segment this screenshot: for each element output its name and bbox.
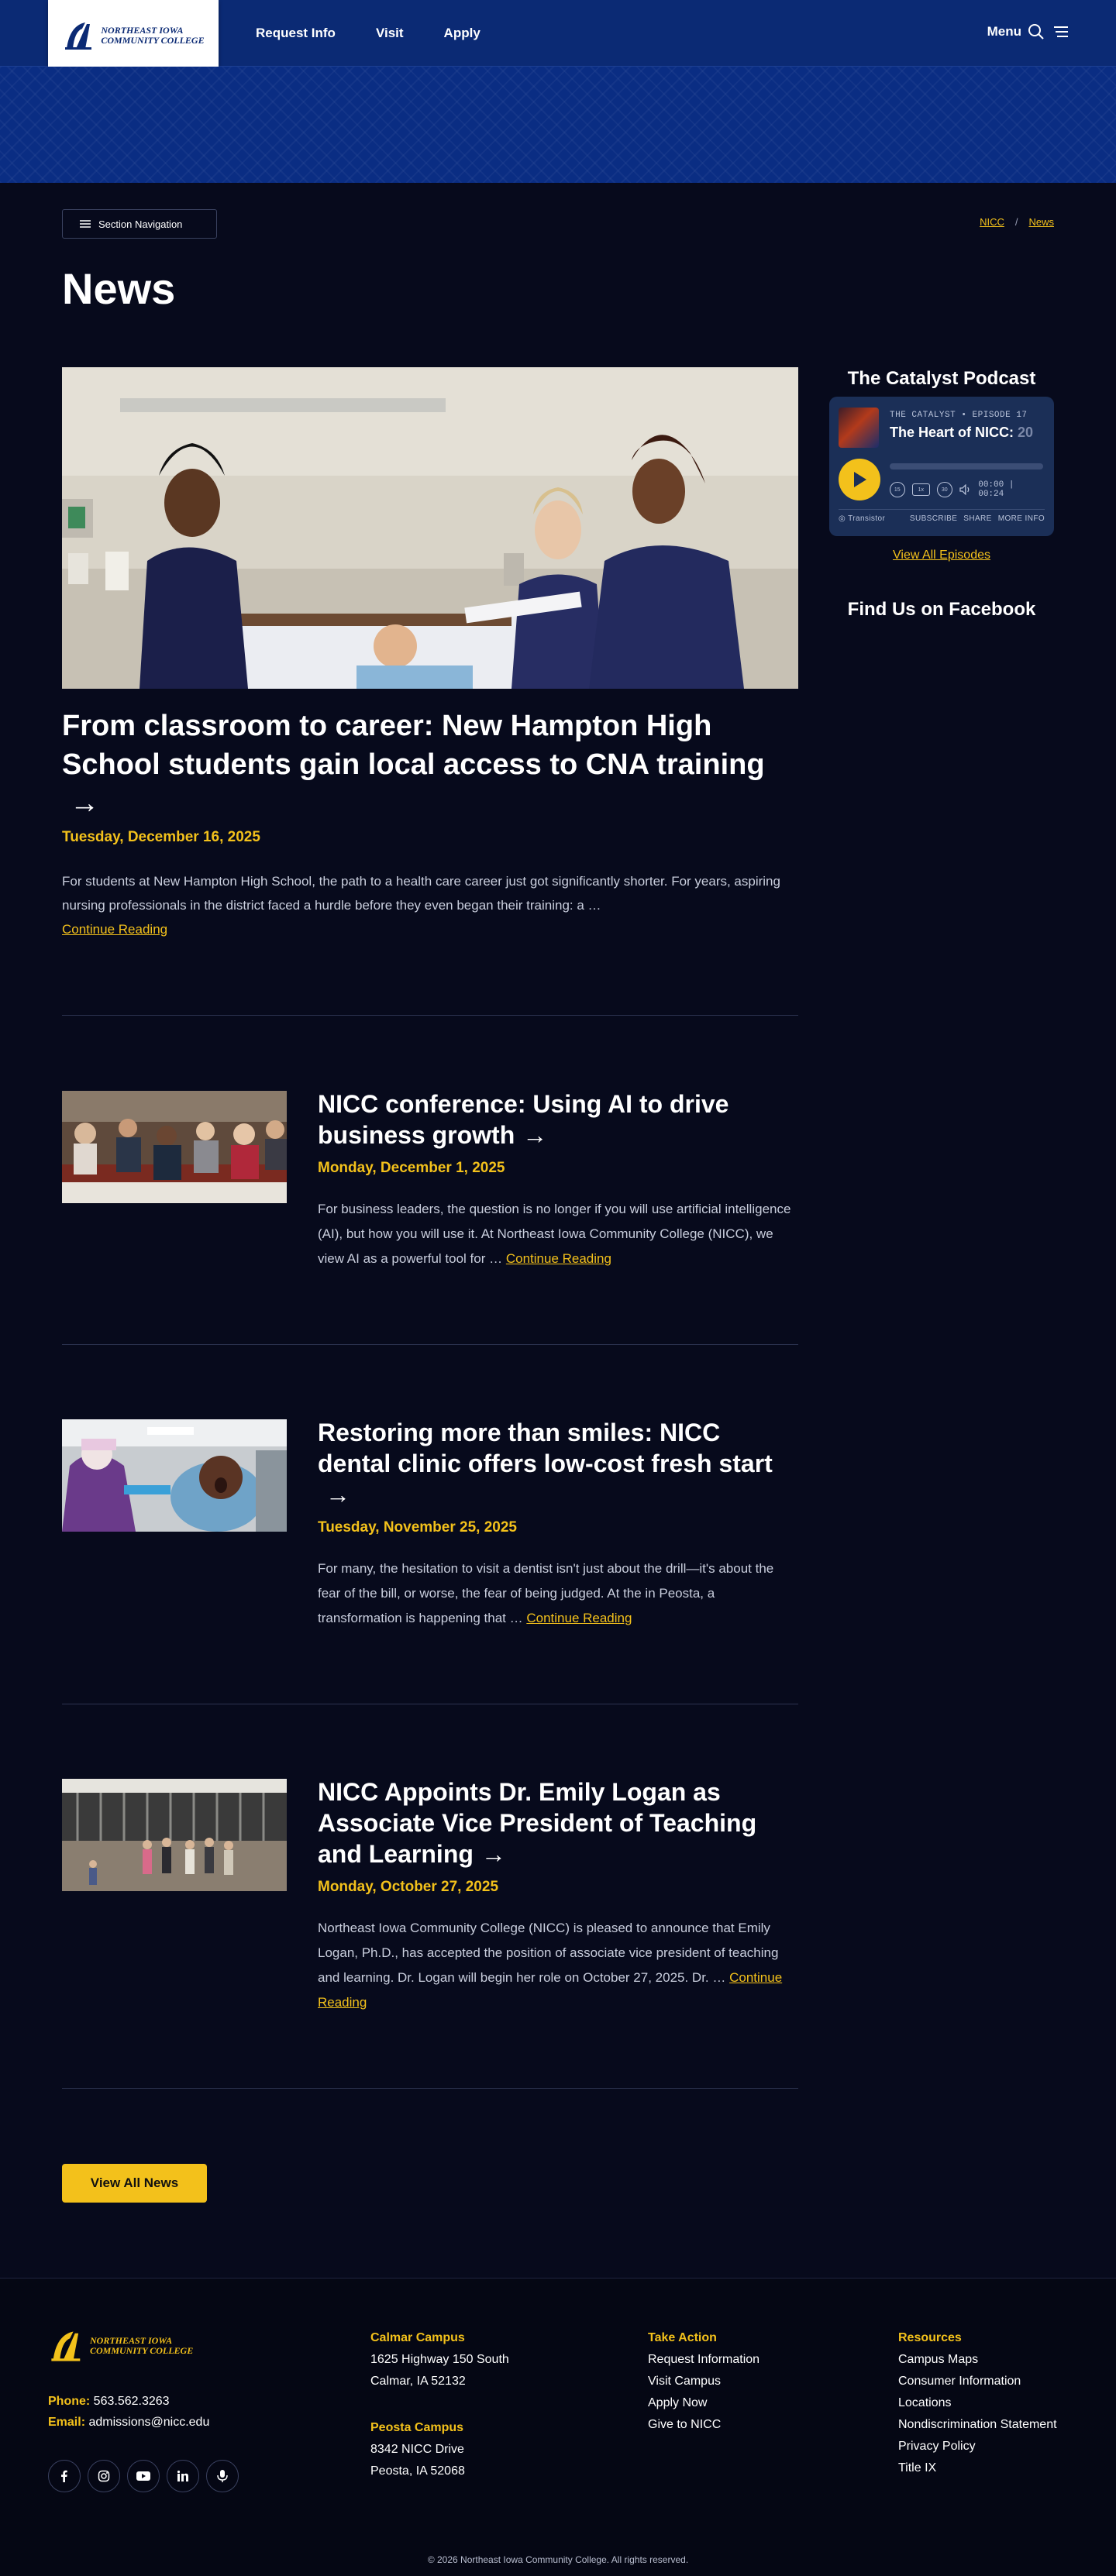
continue-reading-link[interactable]: Continue Reading <box>526 1611 632 1625</box>
calmar-address-line1: 1625 Highway 150 South <box>370 2353 509 2366</box>
podcast-episode-title-overflow: 20 <box>1018 425 1034 440</box>
article-date: Monday, October 27, 2025 <box>318 1879 499 1895</box>
featured-article-image[interactable] <box>62 367 798 689</box>
podcast-divider <box>839 509 1045 510</box>
peosta-address-line1: 8342 NICC Drive <box>370 2443 464 2456</box>
email-link[interactable]: admissions@nicc.edu <box>88 2416 210 2429</box>
nav-apply[interactable]: Apply <box>443 26 480 40</box>
skip-forward-icon[interactable]: 30 <box>937 482 952 497</box>
footer-peosta-campus <box>370 2417 465 2482</box>
podcast-subscribe-link[interactable]: SUBSCRIBE <box>909 514 958 523</box>
article-title-text: NICC conference: Using AI to drive business growth <box>318 1090 729 1149</box>
peosta-campus-heading: Peosta Campus <box>370 2421 464 2434</box>
article-title[interactable] <box>318 1089 798 1150</box>
menu-button[interactable] <box>987 23 1068 40</box>
nicc-logo-mark <box>48 2327 87 2365</box>
continue-reading-link[interactable]: Continue Reading <box>62 922 168 937</box>
article-title-text: NICC Appoints Dr. Emily Logan as Associate Vice President of Teaching and Learning <box>318 1778 757 1868</box>
article-excerpt-text: For business leaders, the question is no longer if you will use artificial intelligence (AI), but how you will use it. At Northeast Iowa Community College (NICC), we view AI as a powerful tool for … <box>318 1202 791 1266</box>
article-excerpt-text: Northeast Iowa Community College (NICC) is pleased to announce that Emily Logan, Ph.D., has accepted the position of associate vice president of teaching and learning. Dr. Logan will begin her role on October 27, 2025. Dr. … <box>318 1921 779 1985</box>
article-image[interactable] <box>62 1419 287 1532</box>
article-image[interactable] <box>62 1091 287 1203</box>
footer-link-nondiscrimination[interactable]: Nondiscrimination Statement <box>898 2418 1057 2431</box>
breadcrumb-nicc[interactable]: NICC <box>980 216 1004 228</box>
play-button[interactable] <box>839 459 880 500</box>
logo-line2: COMMUNITY COLLEGE <box>101 35 205 46</box>
list-icon <box>80 219 91 229</box>
featured-article-title[interactable] <box>62 707 798 823</box>
podcast-more-info-link[interactable]: MORE INFO <box>997 514 1045 523</box>
college-logo[interactable] <box>48 0 219 71</box>
article-title-text: Restoring more than smiles: NICC dental clinic offers low-cost fresh start <box>318 1419 773 1477</box>
footer-link-campus-maps[interactable]: Campus Maps <box>898 2353 979 2366</box>
article-date: Monday, December 1, 2025 <box>318 1160 505 1176</box>
podcast-controls <box>890 480 1043 499</box>
transistor-logo[interactable]: ◎ Transistor <box>839 514 886 523</box>
arrow-right-icon: → <box>522 1121 548 1149</box>
nicc-logo-mark <box>62 18 98 53</box>
dental-clinic-photo <box>62 1419 287 1532</box>
article-excerpt <box>318 1916 798 2015</box>
arrow-right-icon: → <box>480 1840 506 1868</box>
page-title: News <box>62 264 176 313</box>
logo-text <box>101 26 204 46</box>
copyright-text: © 2026 Northeast Iowa Community College. All rights reserved. <box>427 2554 689 2565</box>
podcast-episode-meta: THE CATALYST • EPISODE 17 <box>890 411 1028 420</box>
article-divider <box>62 1344 798 1345</box>
podcast-footer <box>839 514 1045 523</box>
calmar-address-line2: Calmar, IA 52132 <box>370 2375 466 2388</box>
continue-reading-link[interactable]: Continue Reading <box>505 1251 611 1266</box>
podcast-share-link[interactable]: SHARE <box>963 514 992 523</box>
menu-label: Menu <box>987 24 1021 39</box>
calmar-campus-heading: Calmar Campus <box>370 2331 465 2344</box>
article-image[interactable] <box>62 1779 287 1891</box>
email-label: Email: <box>48 2416 86 2429</box>
footer-link-request-information[interactable]: Request Information <box>648 2353 760 2366</box>
take-action-heading: Take Action <box>648 2331 717 2344</box>
youtube-icon[interactable] <box>127 2460 160 2492</box>
instagram-icon[interactable] <box>88 2460 120 2492</box>
footer-logo-line2: COMMUNITY COLLEGE <box>90 2345 194 2356</box>
ai-conference-photo <box>62 1091 287 1203</box>
footer-link-apply-now[interactable]: Apply Now <box>648 2396 708 2409</box>
playback-speed-button[interactable]: 1x <box>912 483 930 496</box>
linkedin-icon[interactable] <box>167 2460 199 2492</box>
transistor-brand: Transistor <box>848 514 886 523</box>
section-navigation-label: Section Navigation <box>98 218 183 230</box>
footer-link-consumer-information[interactable]: Consumer Information <box>898 2375 1021 2388</box>
featured-article-date: Tuesday, December 16, 2025 <box>62 829 260 845</box>
hamburger-icon <box>1051 26 1068 38</box>
footer-logo-text <box>90 2336 193 2356</box>
podcast-artwork <box>839 408 879 448</box>
view-all-news-button[interactable]: View All News <box>62 2164 207 2203</box>
top-nav <box>256 26 480 41</box>
footer-link-privacy-policy[interactable]: Privacy Policy <box>898 2440 976 2453</box>
nav-request-info[interactable]: Request Info <box>256 26 336 40</box>
podcast-icon[interactable] <box>206 2460 239 2492</box>
podcast-player <box>829 397 1054 536</box>
facebook-section-title: Find Us on Facebook <box>847 599 1036 620</box>
article-title[interactable] <box>318 1417 798 1510</box>
view-all-episodes-link[interactable]: View All Episodes <box>893 549 990 562</box>
footer-take-action <box>648 2327 760 2436</box>
appointment-photo <box>62 1779 287 1891</box>
breadcrumb-separator: / <box>1014 216 1018 228</box>
phone-label: Phone: <box>48 2395 91 2408</box>
logo-line1: NORTHEAST IOWA <box>101 25 184 36</box>
breadcrumb-news[interactable]: News <box>1028 216 1054 228</box>
footer-logo[interactable] <box>48 2327 193 2365</box>
footer-logo-line1: NORTHEAST IOWA <box>90 2335 173 2346</box>
article-divider <box>62 1015 798 1016</box>
section-navigation-button[interactable] <box>62 209 217 239</box>
article-excerpt <box>318 1197 798 1271</box>
featured-excerpt-text: For students at New Hampton High School, the path to a health care career just got significantly shorter. For years, aspiring nursing professionals in the district faced a hurdle before they even began their training: a … <box>62 874 780 913</box>
arrow-right-icon: → <box>70 787 99 820</box>
facebook-icon[interactable] <box>48 2460 81 2492</box>
phone-link[interactable]: 563.562.3263 <box>93 2395 170 2408</box>
podcast-progress-bar[interactable] <box>890 463 1043 469</box>
footer-phone <box>48 2395 170 2409</box>
featured-article-excerpt <box>62 869 798 941</box>
peosta-address-line2: Peosta, IA 52068 <box>370 2464 465 2478</box>
footer-link-title-ix[interactable]: Title IX <box>898 2461 937 2475</box>
podcast-episode-title-text: The Heart of NICC: <box>890 425 1018 440</box>
hero-pattern-band <box>0 67 1116 183</box>
article-title[interactable] <box>318 1776 798 1869</box>
resources-heading: Resources <box>898 2331 962 2344</box>
arrow-right-icon: → <box>326 1481 350 1508</box>
podcast-section-title: The Catalyst Podcast <box>847 368 1036 389</box>
featured-article-title-text: From classroom to career: New Hampton High School students gain local access to CNA training <box>62 710 765 781</box>
footer-resources <box>898 2327 1057 2479</box>
podcast-time: 00:00 | 00:24 <box>978 480 1014 499</box>
article-divider <box>62 2088 798 2089</box>
site-footer <box>0 2278 1116 2576</box>
footer-calmar-campus <box>370 2327 509 2392</box>
article-date: Tuesday, November 25, 2025 <box>318 1519 517 1536</box>
volume-icon[interactable] <box>959 484 972 495</box>
breadcrumb <box>980 216 1054 228</box>
play-icon <box>852 471 867 488</box>
podcast-episode-title <box>890 425 1045 441</box>
continue-reading-link[interactable]: Continue Reading <box>318 1970 783 2010</box>
footer-link-locations[interactable]: Locations <box>898 2396 952 2409</box>
footer-email <box>48 2416 209 2430</box>
article-excerpt <box>318 1556 798 1631</box>
footer-link-visit-campus[interactable]: Visit Campus <box>648 2375 721 2388</box>
site-header <box>0 0 1116 67</box>
social-links <box>48 2460 239 2492</box>
footer-link-give[interactable]: Give to NICC <box>648 2418 722 2431</box>
cna-training-photo <box>62 367 798 689</box>
article-excerpt-text: For many, the hesitation to visit a dentist isn't just about the drill—it's about the fear of the bill, or worse, the fear of being judged. At the in Peosta, a transformation is happening that … <box>318 1561 774 1625</box>
nav-visit[interactable]: Visit <box>375 26 404 40</box>
search-icon <box>1028 23 1045 40</box>
skip-back-icon[interactable]: 15 <box>890 482 905 497</box>
